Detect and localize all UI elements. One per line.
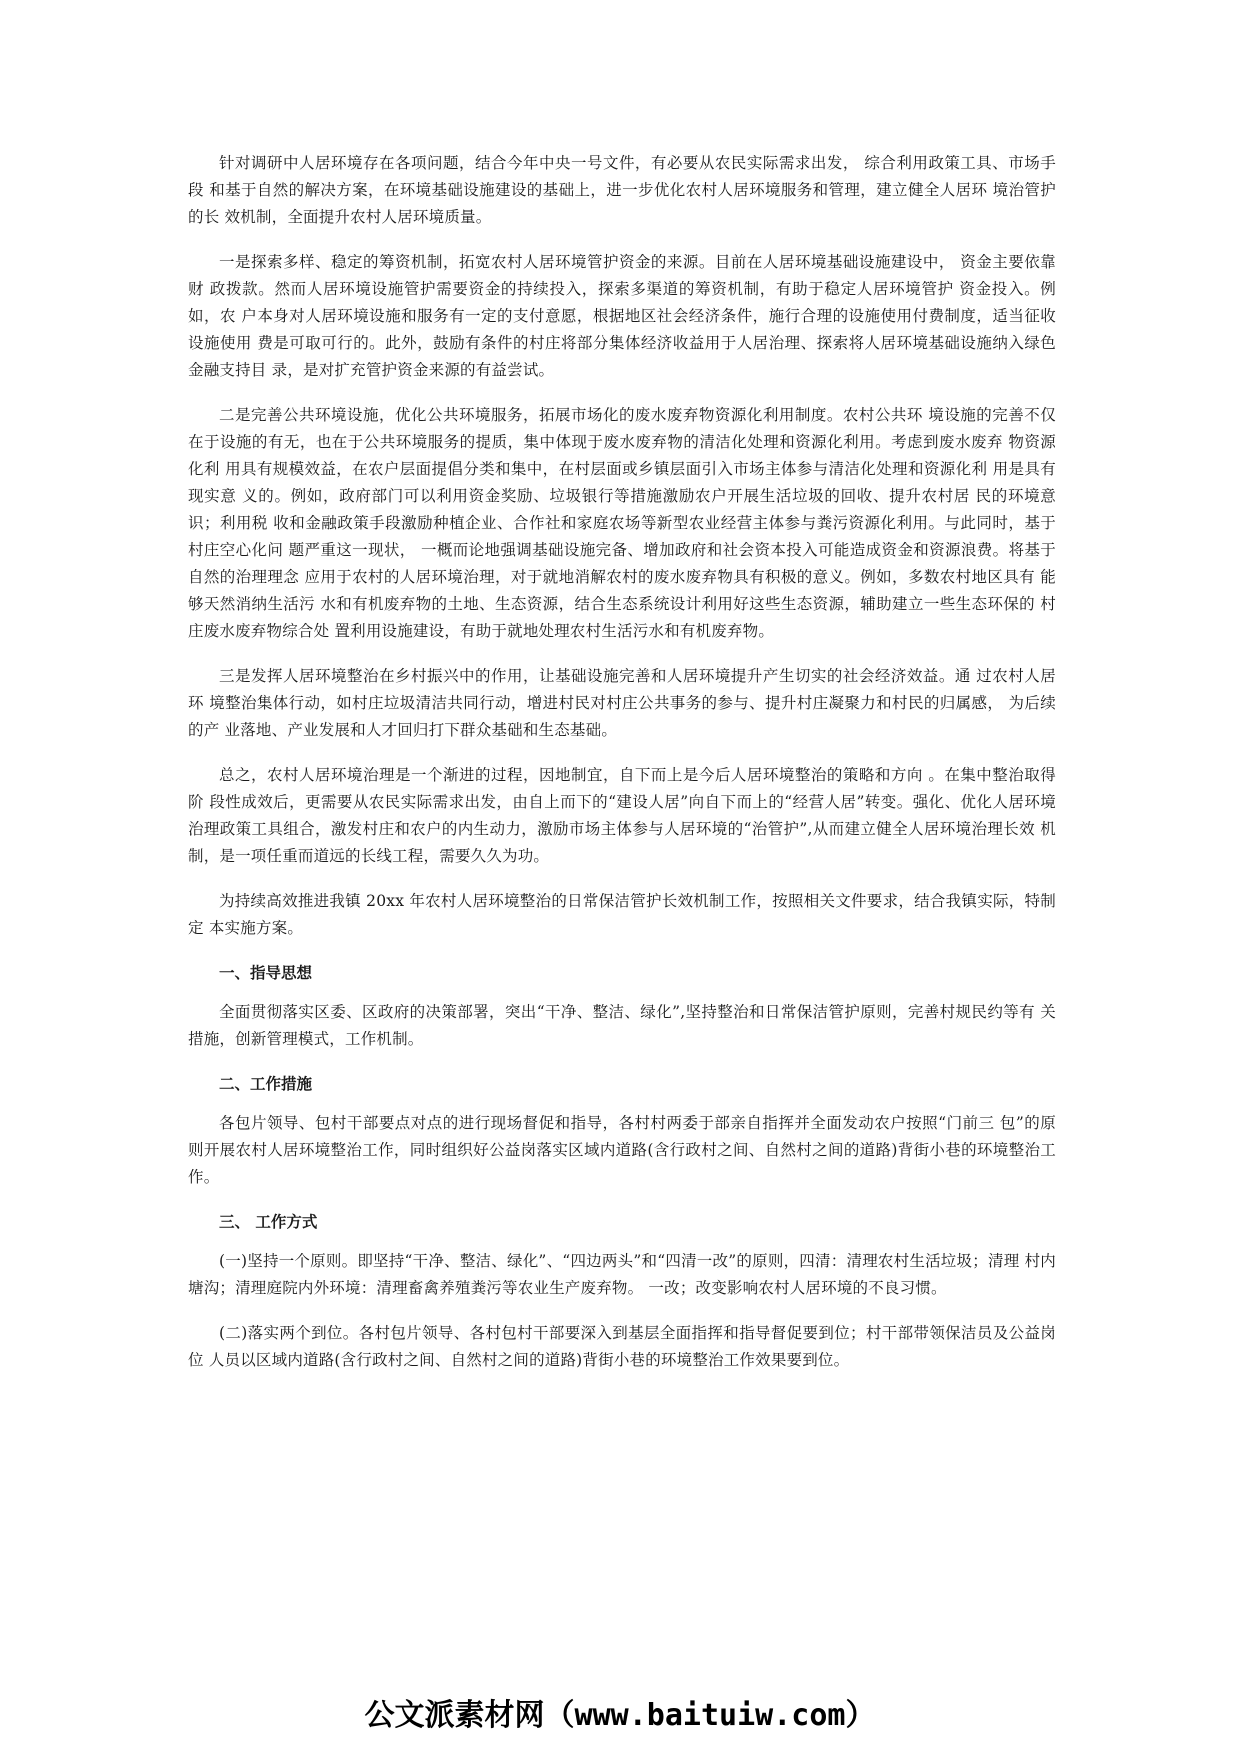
footer-watermark: 公文派素材网（www.baituiw.com） <box>364 1698 876 1733</box>
paragraph-work-method-2: (二)落实两个到位。各村包片领导、各村包村干部要深入到基层全面指挥和指导督促要到位；村干部带领保洁员及公益岗位 人员以区域内道路(含行政村之间、自然村之间的道路)背街小巷的环境整治工作效果要到位。 <box>188 1324 1056 1369</box>
paragraph-work-measures: 各包片领导、包村干部要点对点的进行现场督促和指导，各村村两委于部亲自指挥并全面发动农户按照“门前三 包”的原 则开展农村人居环境整治工作，同时组织好公益岗落实区域内道路(含行政村之间、自然村之间的道路)背街小巷的环境整治工 作。 <box>188 1114 1056 1186</box>
heading-work-measures: 二、工作措施 <box>219 1075 313 1093</box>
heading-work-methods: 三、 工作方式 <box>219 1213 318 1231</box>
paragraph-plan-purpose: 为持续高效推进我镇 20xx 年农村人居环境整治的日常保洁管护长效机制工作，按照相关文件要求，结合我镇实际，特制定 本实施方案。 <box>188 892 1056 937</box>
paragraph-summary: 总之，农村人居环境治理是一个渐进的过程，因地制宜，自下而上是今后人居环境整治的策略和方向 。在集中整治取得阶 段性成效后，更需要从农民实际需求出发，由自上而下的“建设人居”向自下而上的“经营人居”转变。强化、优化人居环境 治理政策工具组合，激发村庄和农户的内生动力，激励市场主体参与人居环境的“治管护”,从而建立健全人居环境治理长效 机制，是一项任重而道远的长线工程，需要久久为功。 <box>188 766 1056 865</box>
paragraph-guiding-ideology: 全面贯彻落实区委、区政府的决策部署，突出“干净、整洁、绿化”,坚持整治和日常保洁管护原则，完善村规民约等有 关措施，创新管理模式，工作机制。 <box>188 1003 1056 1048</box>
heading-guiding-ideology: 一、指导思想 <box>219 964 313 982</box>
paragraph-intro: 针对调研中人居环境存在各项问题，结合今年中央一号文件，有必要从农民实际需求出发， 综合利用政策工具、市场手段 和基于自然的解决方案，在环境基础设施建设的基础上，进一步优化农村人居环境服务和管理，建立健全人居环 境治管护的长 效机制，全面提升农村人居环境质量。 <box>188 154 1056 226</box>
document-body <box>188 150 1056 1392</box>
paragraph-funding: 一是探索多样、稳定的筹资机制，拓宽农村人居环境管护资金的来源。目前在人居环境基础设施建设中， 资金主要依靠财 政拨款。然而人居环境设施管护需要资金的持续投入，探索多渠道的筹资机制，有助于稳定人居环境管护 资金投入。例如，农 户本身对人居环境设施和服务有一定的支付意愿，根据地区社会经济条件，施行合理的设施使用付费制度，适当征收设施使用 费是可取可行的。此外，鼓励有条件的村庄将部分集体经济收益用于人居治理、探索将人居环境基础设施纳入绿色金融支持目 录，是对扩充管护资金来源的有益尝试。 <box>188 253 1056 379</box>
paragraph-rural-revitalization: 三是发挥人居环境整治在乡村振兴中的作用，让基础设施完善和人居环境提升产生切实的社会经济效益。通 过农村人居环 境整治集体行动，如村庄垃圾清洁共同行动，增进村民对村庄公共事务的参与、提升村庄凝聚力和村民的归属感， 为后续的产 业落地、产业发展和人才回归打下群众基础和生态基础。 <box>188 667 1056 739</box>
paragraph-facilities: 二是完善公共环境设施，优化公共环境服务，拓展市场化的废水废弃物资源化利用制度。农村公共环 境设施的完善不仅在于设施的有无，也在于公共环境服务的提质，集中体现于废水废弃物的清洁化处理和资源化利用。考虑到废水废弃 物资源化利 用具有规模效益，在农户层面提倡分类和集中，在村层面或乡镇层面引入市场主体参与清洁化处理和资源化利 用是具有现实意 义的。例如，政府部门可以利用资金奖励、垃圾银行等措施激励农户开展生活垃圾的回收、提升农村居 民的环境意识；利用税 收和金融政策手段激励种植企业、合作社和家庭农场等新型农业经营主体参与粪污资源化利用。与此同时，基于村庄空心化问 题严重这一现状， 一概而论地强调基础设施完备、增加政府和社会资本投入可能造成资金和资源浪费。将基于自然的治理理念 应用于农村的人居环境治理，对于就地消解农村的废水废弃物具有积极的意义。例如，多数农村地区具有 能够天然消纳生活污 水和有机废弃物的土地、生态资源，结合生态系统设计利用好这些生态资源，辅助建立一些生态环保的 村庄废水废弃物综合处 置利用设施建设，有助于就地处理农村生活污水和有机废弃物。 <box>188 406 1056 640</box>
paragraph-work-method-1: (一)坚持一个原则。即坚持“干净、整洁、绿化”、“四边两头”和“四清一改”的原则，四清：清理农村生活垃圾；清理 村内塘沟；清理庭院内外环境：清理畜禽养殖粪污等农业生产废弃物。 一改；改变影响农村人居环境的不良习惯。 <box>188 1252 1056 1297</box>
